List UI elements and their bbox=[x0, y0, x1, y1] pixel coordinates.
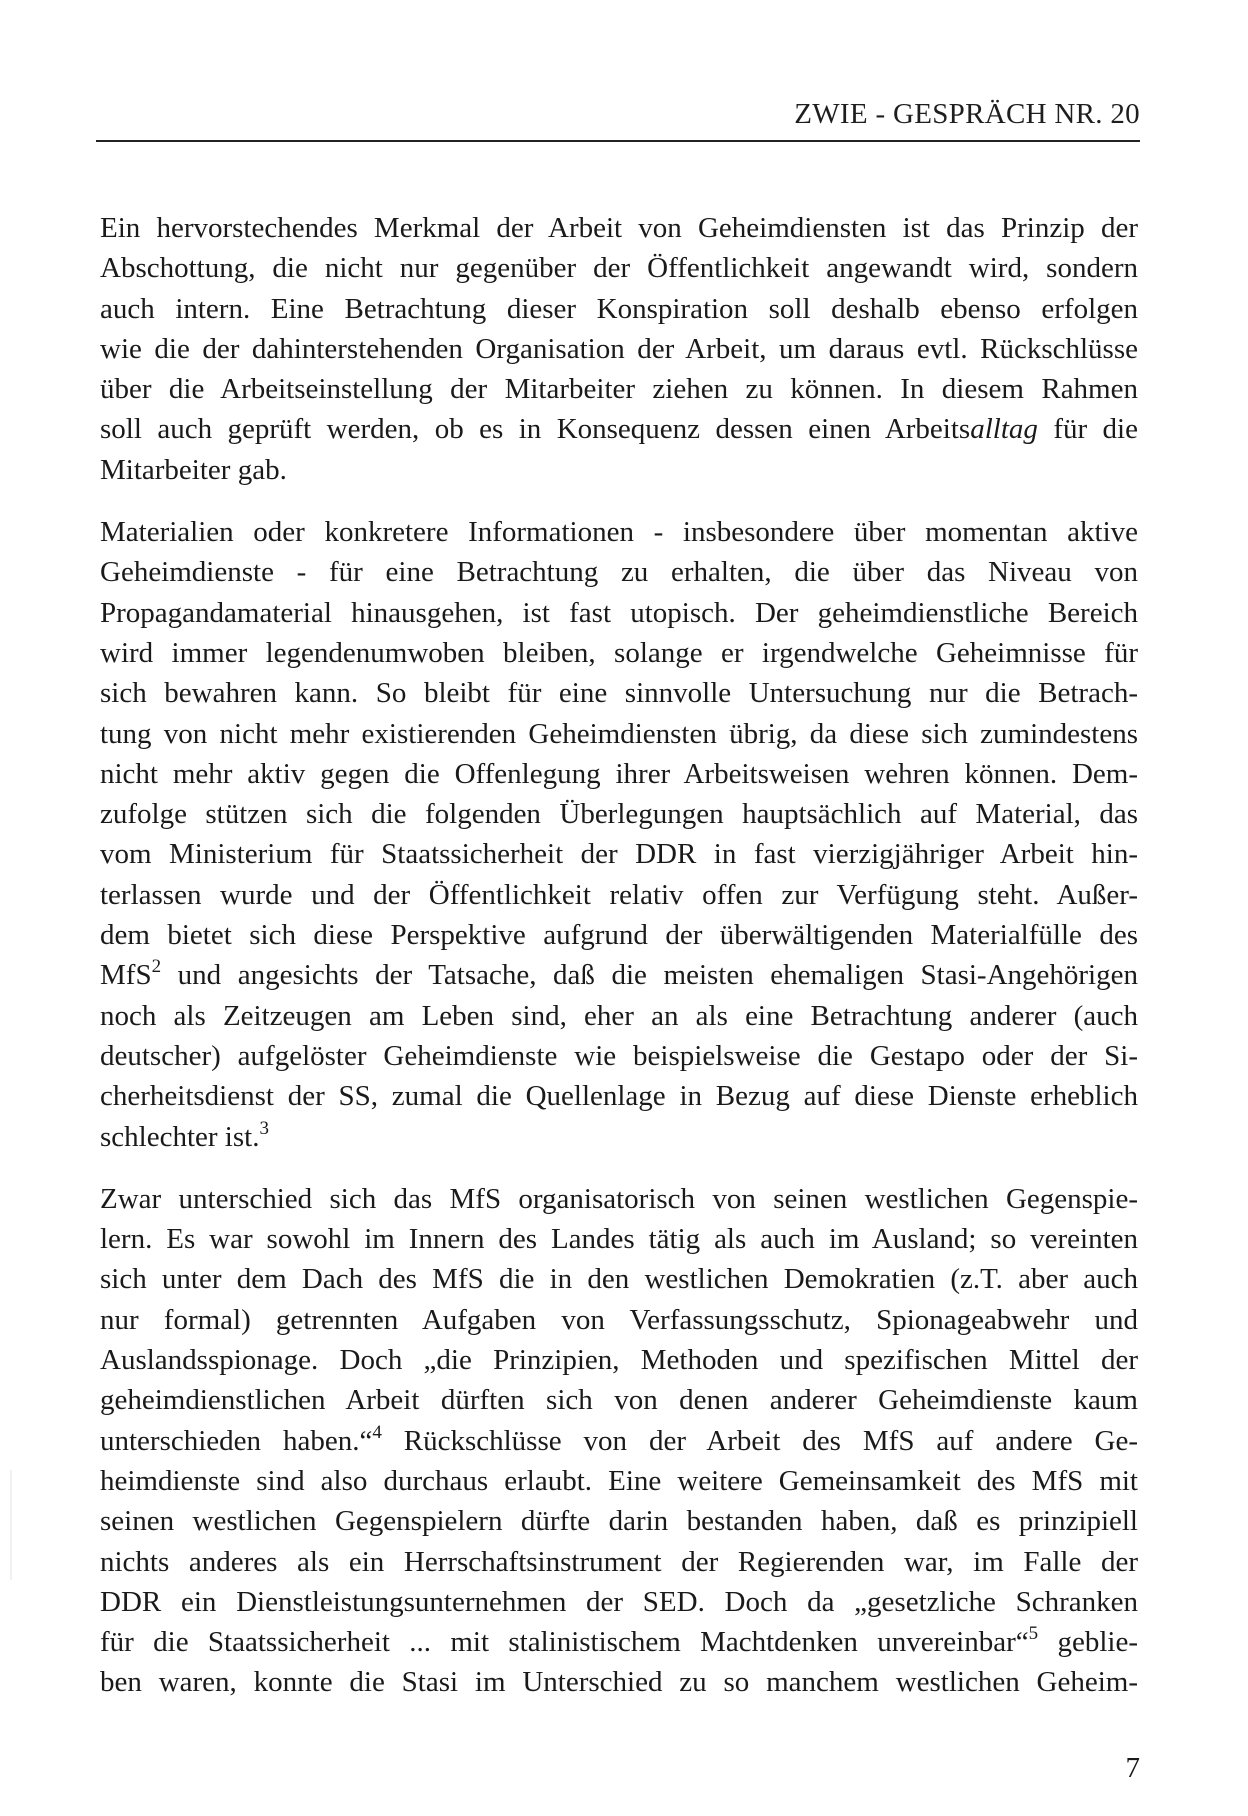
text-line: Mitarbeiter gab. bbox=[100, 453, 287, 486]
text-line: cherheitsdienst der SS, zumal die Quellenlage in Bezug auf diese Dienste erheblich bbox=[100, 1080, 1138, 1113]
text-line: Materialien oder konkretere Informationen - insbesondere über momentan aktive bbox=[100, 516, 1138, 549]
text-line: nicht mehr aktiv gegen die Offenlegung ihrer Arbeitsweisen wehren können. Dem- bbox=[100, 757, 1138, 790]
paragraph-3 bbox=[100, 1179, 1138, 1703]
text-line: sich bewahren kann. So bleibt für eine sinnvolle Untersuchung nur die Betrach- bbox=[100, 677, 1138, 710]
text-line: tung von nicht mehr existierenden Geheimdiensten übrig, da diese sich zumindestens bbox=[100, 717, 1138, 750]
text-line: schlechter ist.$^3$ bbox=[100, 1117, 269, 1153]
header-rule bbox=[96, 140, 1140, 142]
footnote-marker: 2 bbox=[151, 956, 162, 978]
text-line: Geheimdienste - für eine Betrachtung zu erhalten, die über das Niveau von bbox=[100, 556, 1138, 589]
text-line: zufolge stützen sich die folgenden Überlegungen hauptsächlich auf Material, das bbox=[100, 798, 1138, 831]
text-line: wie die der dahinterstehenden Organisation der Arbeit, um daraus evtl. Rückschlüsse bbox=[100, 332, 1138, 365]
text-line: vom Ministerium für Staatssicherheit der DDR in fast vierzigjähriger Arbeit hin- bbox=[100, 838, 1138, 871]
text-line: soll auch geprüft werden, ob es in Konsequenz dessen einen Arbeitsalltag für die bbox=[100, 413, 1138, 446]
text-line: terlassen wurde und der Öffentlichkeit relativ offen zur Verfügung steht. Außer- bbox=[100, 878, 1138, 911]
text-line: DDR ein Dienstleistungsunternehmen der SED. Doch da „gesetzliche Schranken bbox=[100, 1585, 1138, 1618]
text-line: sich unter dem Dach des MfS die in den westlichen Demokratien (z.T. aber auch bbox=[100, 1263, 1138, 1296]
text-line: MfS$^2$ und angesichts der Tatsache, daß die meisten ehemaligen Stasi-Angehörigen bbox=[100, 956, 1138, 992]
text-line: unterschieden haben.“$^4$ Rückschlüsse von der Arbeit des MfS auf andere Ge- bbox=[100, 1421, 1138, 1457]
text-line: dem bietet sich diese Perspektive aufgrund der überwältigenden Materialfülle des bbox=[100, 919, 1138, 952]
scan-edge-shadow bbox=[10, 1470, 12, 1580]
text-line: nur formal) getrennten Aufgaben von Verfassungsschutz, Spionageabwehr und bbox=[100, 1303, 1138, 1336]
page-number: 7 bbox=[1125, 1752, 1140, 1784]
text-line: über die Arbeitseinstellung der Mitarbeiter ziehen zu können. In diesem Rahmen bbox=[100, 373, 1138, 406]
text-line: für die Staatssicherheit ... mit stalinistischem Machtdenken unvereinbar“$^5$ geblie- bbox=[100, 1623, 1138, 1659]
emphasis: alltag bbox=[970, 413, 1038, 446]
text-line: noch als Zeitzeugen am Leben sind, eher an als eine Betrachtung anderer (auch bbox=[100, 999, 1138, 1032]
footnote-marker: 5 bbox=[1028, 1623, 1039, 1645]
running-header: ZWIE - GESPRÄCH NR. 20 bbox=[794, 98, 1140, 130]
text-line: seinen westlichen Gegenspielern dürfte darin bestanden haben, daß es prinzipiell bbox=[100, 1505, 1138, 1538]
paragraph-1 bbox=[100, 208, 1138, 490]
text-line: heimdienste sind also durchaus erlaubt. Eine weitere Gemeinsamkeit des MfS mit bbox=[100, 1464, 1138, 1497]
text-line: deutscher) aufgelöster Geheimdienste wie beispielsweise die Gestapo oder der Si- bbox=[100, 1039, 1138, 1072]
footnote-marker: 4 bbox=[372, 1421, 382, 1443]
text-line: geheimdienstlichen Arbeit dürften sich von denen anderer Geheimdienste kaum bbox=[100, 1384, 1138, 1417]
text-line: lern. Es war sowohl im Innern des Landes tätig als auch im Ausland; so vereinten bbox=[100, 1223, 1138, 1256]
paragraph-2 bbox=[100, 512, 1138, 1157]
text-line: nichts anderes als ein Herrschaftsinstrument der Regierenden war, im Falle der bbox=[100, 1545, 1138, 1578]
text-line: wird immer legendenumwoben bleiben, solange er irgendwelche Geheimnisse für bbox=[100, 636, 1138, 669]
footnote-marker: 3 bbox=[259, 1117, 269, 1139]
text-line: Abschottung, die nicht nur gegenüber der Öffentlichkeit angewandt wird, sondern bbox=[100, 252, 1138, 285]
text-line: ben waren, konnte die Stasi im Unterschied zu so manchem westlichen Geheim- bbox=[100, 1666, 1138, 1699]
body-text bbox=[100, 208, 1138, 1725]
text-line: auch intern. Eine Betrachtung dieser Konspiration soll deshalb ebenso erfolgen bbox=[100, 292, 1138, 325]
text-line: Zwar unterschied sich das MfS organisatorisch von seinen westlichen Gegenspie- bbox=[100, 1182, 1138, 1215]
text-line: Propagandamaterial hinausgehen, ist fast utopisch. Der geheimdienstliche Bereich bbox=[100, 596, 1138, 629]
text-line: Ein hervorstechendes Merkmal der Arbeit von Geheimdiensten ist das Prinzip der bbox=[100, 212, 1138, 244]
text-line: Auslandsspionage. Doch „die Prinzipien, Methoden und spezifischen Mittel der bbox=[100, 1344, 1138, 1377]
